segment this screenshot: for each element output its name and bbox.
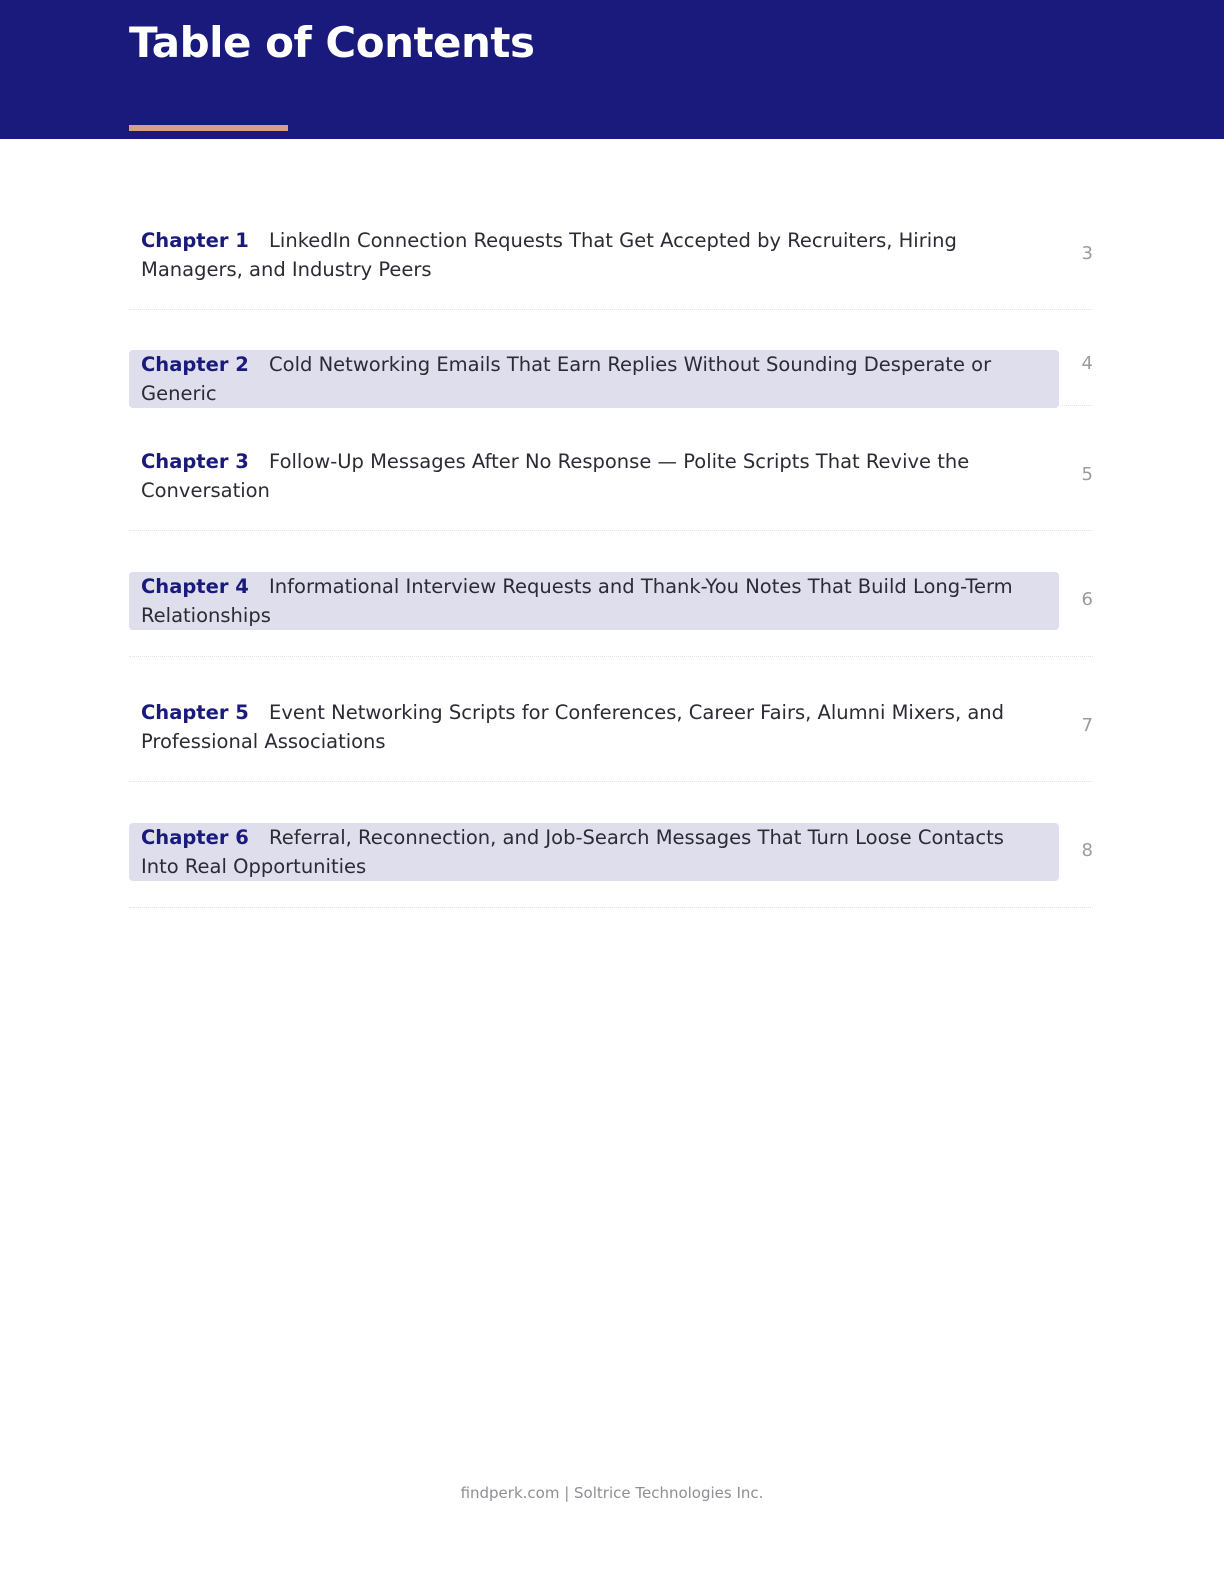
page-number: 8 [1081,840,1093,861]
chapter-number: Chapter 2 [141,353,249,376]
toc-entry-chapter-6[interactable] [129,823,1093,908]
page-number: 4 [1081,353,1093,374]
page-header [0,0,1224,139]
toc-entry-chapter-5[interactable] [129,698,1093,782]
toc-entry-text [129,447,1059,505]
chapter-number: Chapter 5 [141,701,249,724]
page-title: Table of Contents [129,18,535,67]
toc-entry-text [129,226,1059,284]
chapter-title: LinkedIn Connection Requests That Get Accepted by Recruiters, Hiring Managers, and Industry Peers [141,229,957,281]
chapter-number: Chapter 6 [141,826,249,849]
title-accent-bar [129,125,288,131]
toc-entry-text [129,698,1059,756]
toc-entry-text [129,823,1059,881]
chapter-number: Chapter 3 [141,450,249,473]
page-number: 3 [1081,243,1093,264]
toc-entry-chapter-2[interactable] [129,350,1093,406]
toc-entry-chapter-3[interactable] [129,447,1093,531]
page-number: 7 [1081,715,1093,736]
chapter-title: Referral, Reconnection, and Job-Search Messages That Turn Loose Contacts Into Real Opportunities [141,826,1004,878]
chapter-title: Follow-Up Messages After No Response — Polite Scripts That Revive the Conversation [141,450,970,502]
chapter-number: Chapter 4 [141,575,249,598]
toc-entry-text [129,572,1059,630]
toc-entry-chapter-4[interactable] [129,572,1093,657]
chapter-title: Event Networking Scripts for Conferences, Career Fairs, Alumni Mixers, and Professional Associations [141,701,1005,753]
chapter-number: Chapter 1 [141,229,249,252]
chapter-title: Cold Networking Emails That Earn Replies Without Sounding Desperate or Generic [141,353,992,405]
page-number: 6 [1081,589,1093,610]
chapter-title: Informational Interview Requests and Thank-You Notes That Build Long-Term Relationships [141,575,1013,627]
page-number: 5 [1081,464,1093,485]
page-footer: findperk.com | Soltrice Technologies Inc. [460,1484,764,1502]
toc-entry-chapter-1[interactable] [129,226,1093,310]
toc-entry-text [129,350,1059,408]
